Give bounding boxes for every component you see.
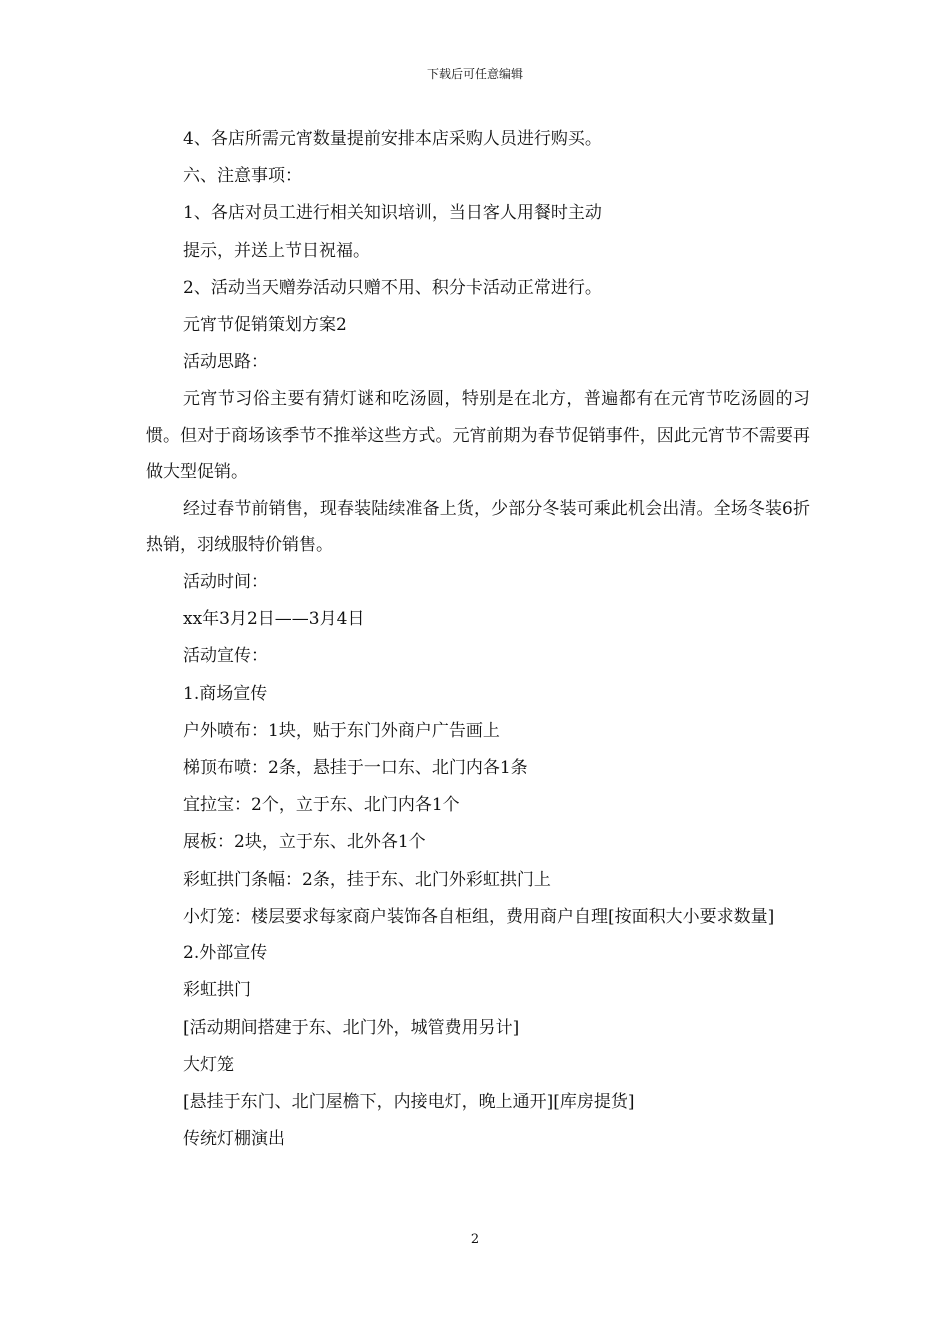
body-line: 彩虹拱门 (183, 980, 251, 1001)
body-line: 1、各店对员工进行相关知识培训，当日客人用餐时主动 (183, 203, 602, 224)
body-line: xx年3月2日——3月4日 (183, 609, 365, 630)
page-number: 2 (470, 1232, 480, 1247)
body-line: 宜拉宝：2个，立于东、北门内各1个 (183, 795, 460, 816)
body-line: 提示，并送上节日祝福。 (183, 240, 370, 261)
body-line: 2.外部宣传 (183, 943, 268, 964)
body-line: 户外喷布：1块，贴于东门外商户广告画上 (183, 720, 500, 741)
body-paragraph: 小灯笼：楼层要求每家商户装饰各自柜组，费用商户自理[按面积大小要求数量] (183, 906, 775, 927)
body-line: 活动时间： (183, 571, 268, 592)
body-line: 1.商场宣传 (183, 683, 268, 704)
body-line: 活动宣传： (183, 646, 268, 667)
body-line: 2、活动当天赠券活动只赠不用、积分卡活动正常进行。 (183, 277, 602, 298)
body-paragraph: 元宵节习俗主要有猜灯谜和吃汤圆，特别是在北方，普遍都有在元宵节吃汤圆的习惯。但对于商场该季节不推举这些方式。元宵前期为春节促销事件，因此元宵节不需要再做大型促销。 (146, 389, 810, 483)
body-line: [活动期间搭建于东、北门外，城管费用另计] (183, 1017, 520, 1038)
page-header: 下载后可任意编辑 (426, 67, 523, 81)
body-line: 展板：2块，立于东、北外各1个 (183, 832, 426, 853)
body-line: 彩虹拱门条幅：2条，挂于东、北门外彩虹拱门上 (183, 869, 551, 890)
body-line: 梯顶布喷：2条，悬挂于一口东、北门内各1条 (183, 757, 528, 778)
body-paragraph: 经过春节前销售，现春装陆续准备上货，少部分冬装可乘此机会出清。全场冬装6折热销，羽绒服特价销售。 (146, 498, 810, 556)
body-line: 4、各店所需元宵数量提前安排本店采购人员进行购买。 (183, 129, 602, 149)
body-line: 元宵节促销策划方案2 (183, 315, 347, 336)
body-line: [悬挂于东门、北门屋檐下，内接电灯，晚上通开][库房提货] (183, 1092, 635, 1113)
body-line: 传统灯棚演出 (183, 1129, 285, 1150)
body-line: 大灯笼 (183, 1054, 234, 1075)
document-body (146, 121, 810, 1158)
body-line: 六、注意事项： (183, 166, 302, 187)
body-line: 活动思路： (183, 352, 268, 373)
